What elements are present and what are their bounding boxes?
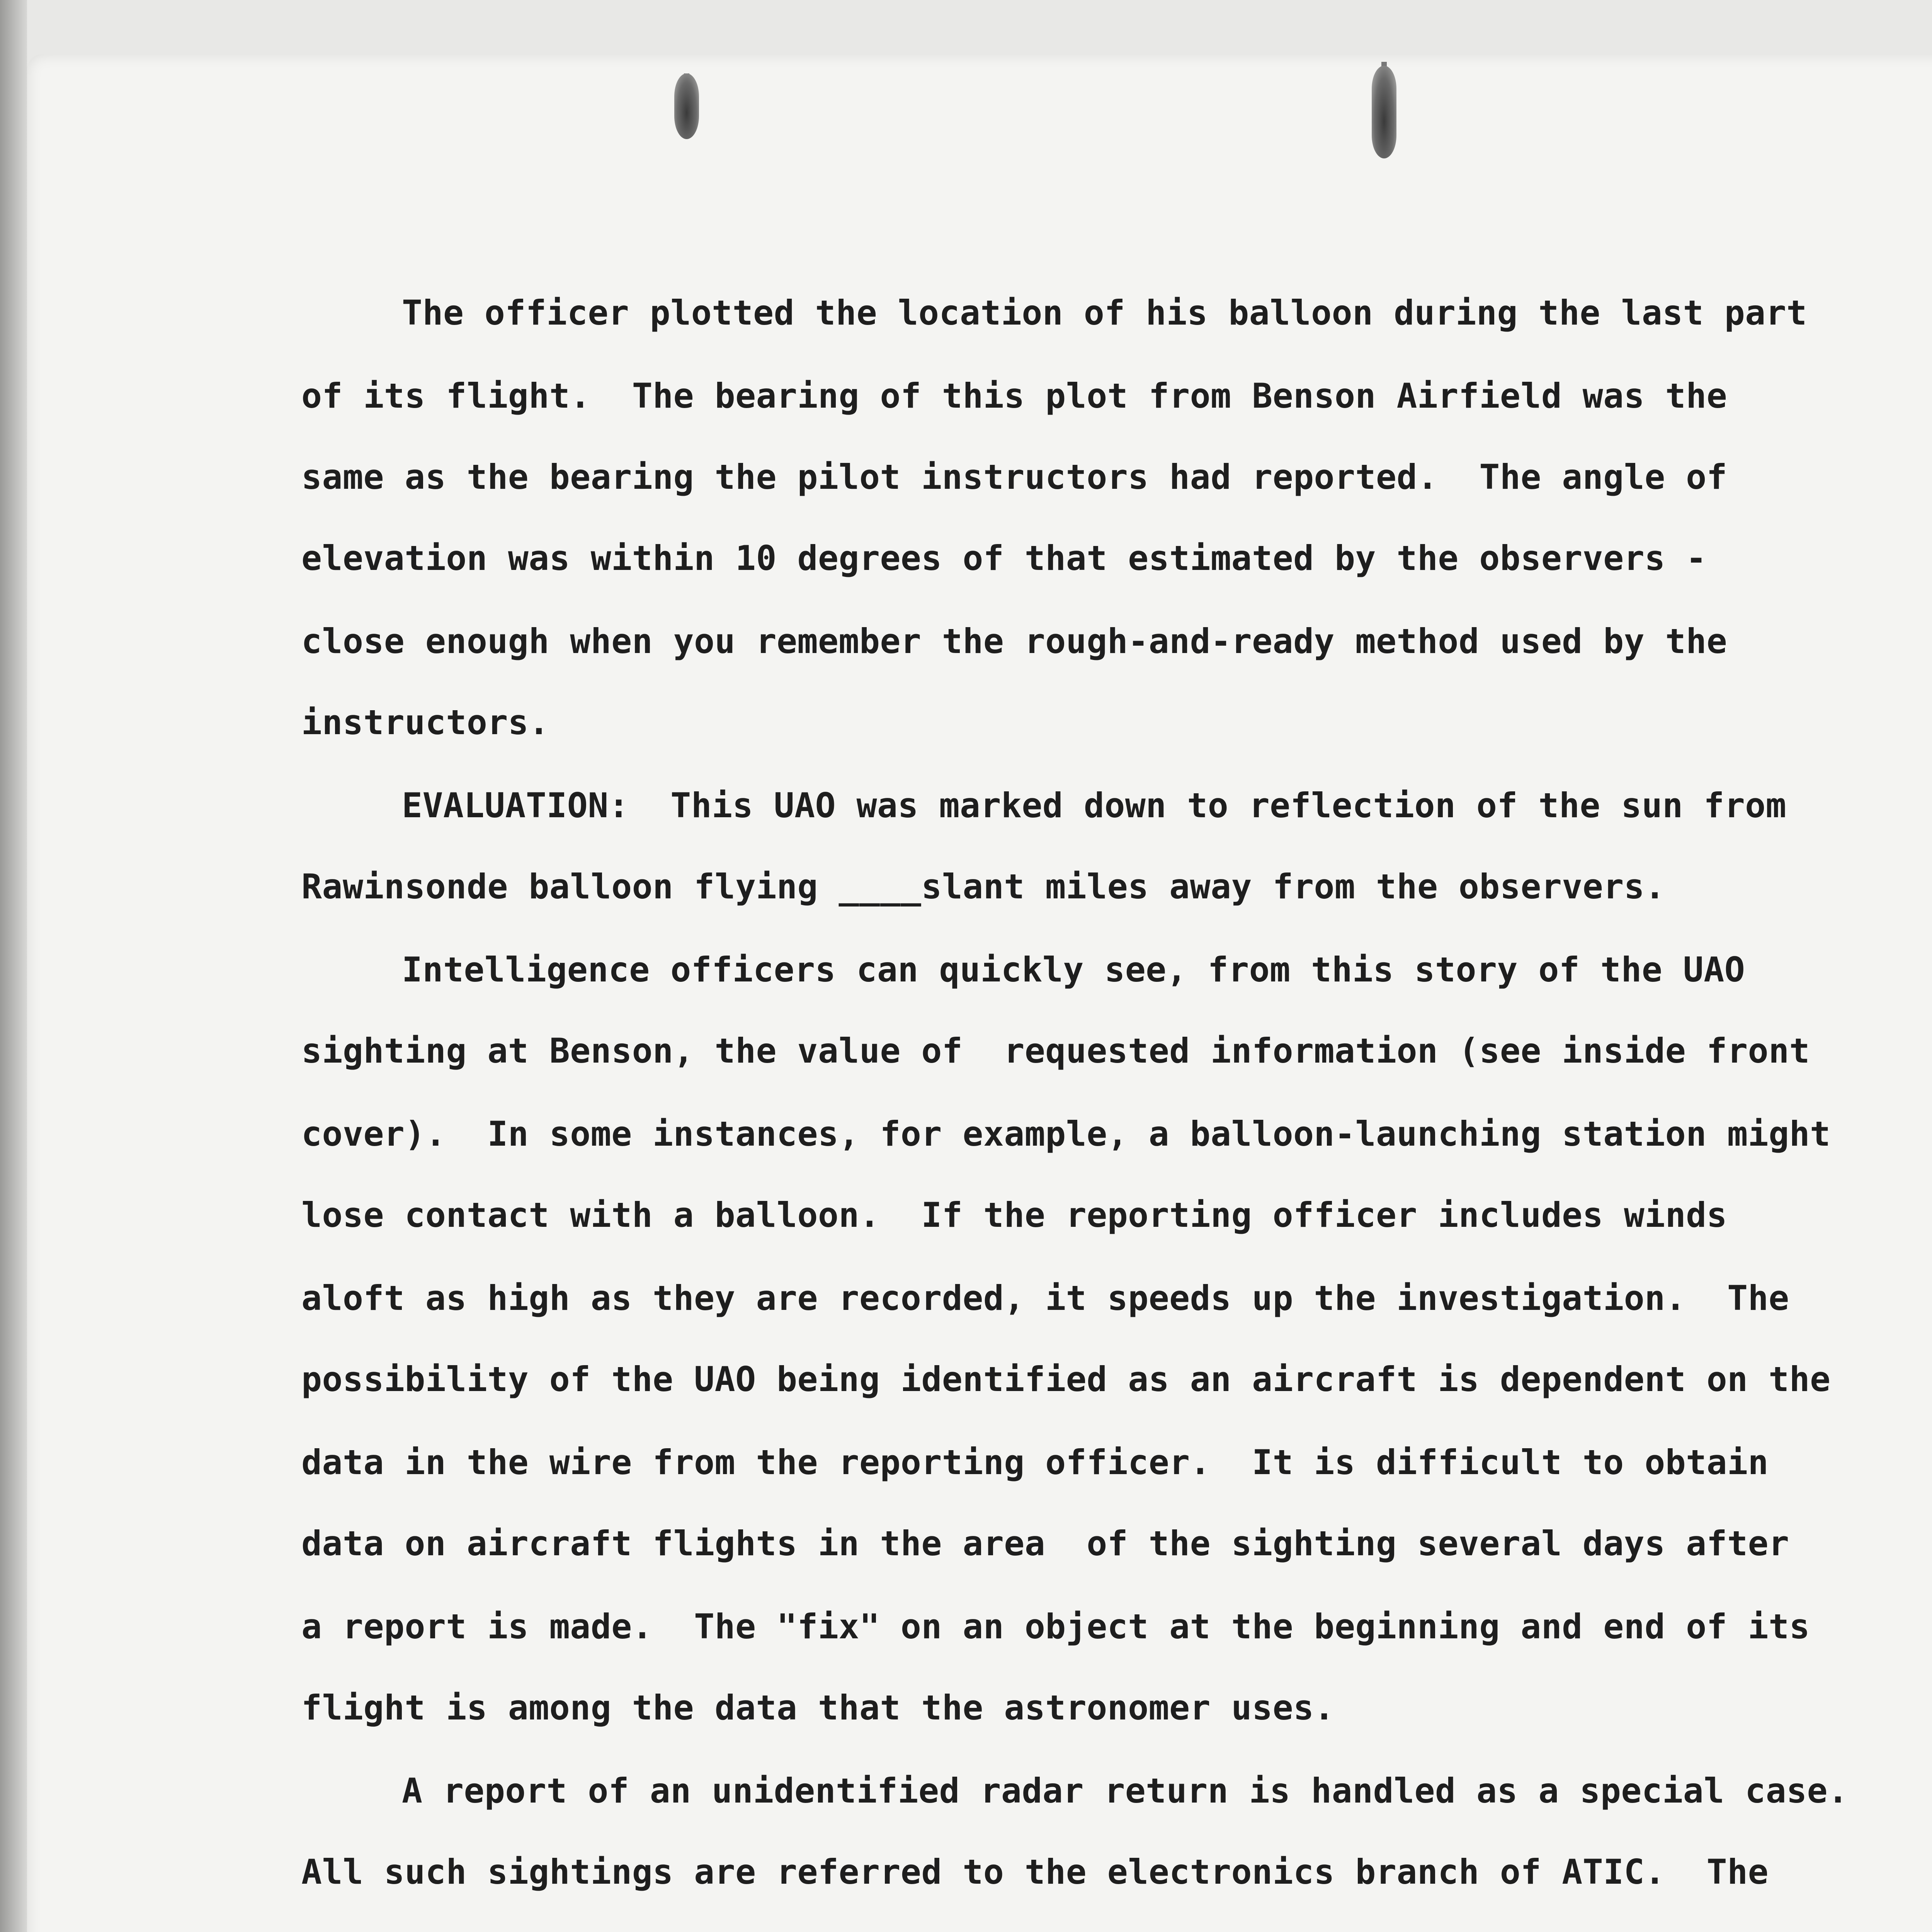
text-line: sighting at Benson, the value of requested information (see inside front — [301, 1031, 1810, 1071]
text-line: same as the bearing the pilot instructors had reported. The angle of — [301, 457, 1728, 497]
text-line: data in the wire from the reporting officer. It is difficult to obtain — [301, 1442, 1769, 1482]
punch-hole-left — [674, 73, 699, 139]
text-line: A report of an unidentified radar return is handled as a special case. — [402, 1771, 1849, 1811]
text-line: cover). In some instances, for example, a balloon-launching station might — [301, 1114, 1831, 1154]
text-line: Rawinsonde balloon flying ____slant miles away from the observers. — [301, 867, 1665, 906]
text-line: All such sightings are referred to the electronics branch of ATIC. The — [301, 1852, 1769, 1892]
text-line: data on aircraft flights in the area of the sighting several days after — [301, 1524, 1789, 1563]
text-line: The officer plotted the location of his balloon during the last part — [402, 293, 1807, 333]
evaluation-line: EVALUATION: This UAO was marked down to reflection of the sun from — [402, 786, 1787, 825]
text-line: Intelligence officers can quickly see, from this story of the UAO — [402, 950, 1745, 990]
text-line: close enough when you remember the rough-and-ready method used by the — [301, 621, 1728, 661]
text-line: aloft as high as they are recorded, it speeds up the investigation. The — [301, 1278, 1789, 1318]
text-line: instructors. — [301, 702, 549, 742]
scan-edge — [0, 0, 27, 1932]
text-line: lose contact with a balloon. If the reporting officer includes winds — [301, 1195, 1728, 1235]
text-line: flight is among the data that the astronomer uses. — [301, 1688, 1335, 1728]
text-line: elevation was within 10 degrees of that estimated by the observers - — [301, 538, 1707, 578]
text-line: possibility of the UAO being identified as an aircraft is dependent on the — [301, 1359, 1831, 1399]
punch-hole-right — [1372, 66, 1396, 158]
text-line: a report is made. The "fix" on an object at the beginning and end of its — [301, 1607, 1810, 1646]
document-page — [27, 54, 1932, 1932]
text-line: of its flight. The bearing of this plot from Benson Airfield was the — [301, 376, 1728, 416]
